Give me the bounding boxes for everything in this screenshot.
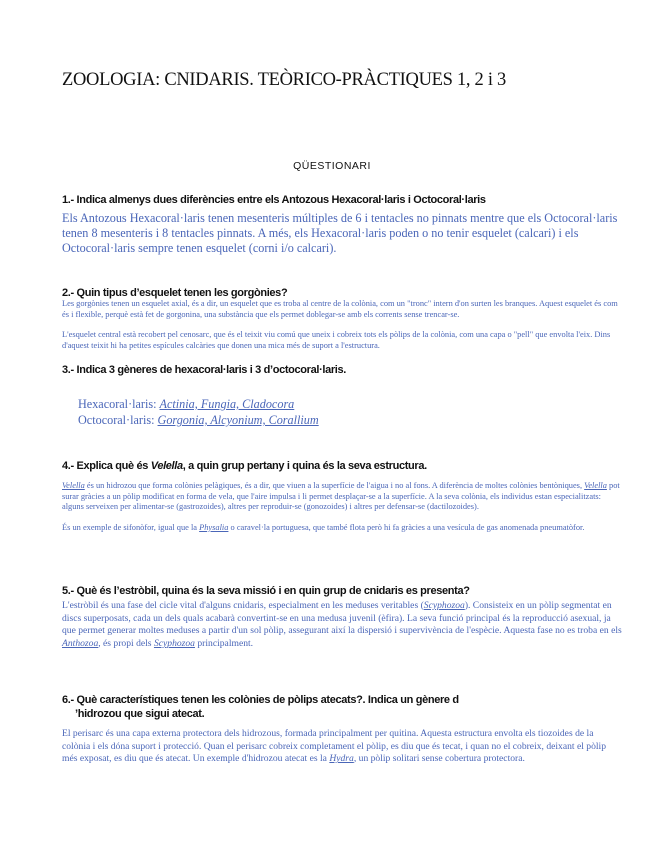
document-subtitle: QÜESTIONARI bbox=[293, 160, 371, 172]
question-6-line-2: ’hidrozou que sigui atecat. bbox=[75, 708, 205, 720]
document-title: ZOOLOGIA: CNIDARIS. TEÒRICO-PRÀCTIQUES 1, 2 i 3 bbox=[62, 70, 506, 90]
answer-4 bbox=[62, 481, 622, 533]
answer-3 bbox=[62, 396, 622, 428]
question-6-line-1: 6.- Què característiques tenen les colònies de pòlips atecats?. Indica un gènere d bbox=[62, 694, 459, 706]
answer-5 bbox=[62, 600, 622, 650]
answer-6-text-b: , un pòlip solitari sense cobertura protectora. bbox=[353, 753, 525, 765]
answer-4-text-b: pot surar gràcies a un pòlip modificat en forma de vela, que l'aire impulsa i li permet desplaçar-se a la superfície. A la seva colònia, els individus estan especialitzats: alguns serveixen per alimentar-se (gastrozoides), altres per reproduir-se (gonozoides) i altres per defensar-se (dactilozoides). bbox=[62, 481, 620, 512]
answer-5-text-d: principalment. bbox=[194, 637, 254, 649]
answer-4-text-a: és un hidrozou que forma colònies pelàgiques, és a dir, que viuen a la superfície de l'aigua i no al fons. A diferència de moltes colònies bentòniques, bbox=[84, 481, 585, 490]
question-3: 3.- Indica 3 gèneres de hexacoral·laris i 3 d’octocoral·laris. bbox=[62, 364, 346, 376]
octocoral-genera: Gorgonia, Alcyonium, Corallium bbox=[157, 413, 319, 427]
answer-2-paragraph-2: L'esquelet central està recobert pel cenosarc, que és el teixit viu comú que uneix i cobreix tots els pòlips de la colònia, com una capa o "pell" que envolta l'eix. Dins d'aquest teixit hi ha petites espícules calcàries que donen una mica més de suport a l'estructura. bbox=[62, 330, 611, 350]
term-physalia: Physalia bbox=[199, 522, 229, 532]
question-4-post: , a quin grup pertany i quina és la seva estructura. bbox=[182, 460, 427, 472]
answer-5-text-c: , és propi dels bbox=[98, 637, 154, 649]
term-velella: Velella bbox=[62, 481, 85, 490]
answer-5-text-a: L'estròbil és una fase del cicle vital d'alguns cnidaris, especialment en les meduses veritables ( bbox=[62, 600, 424, 611]
term-anthozoa: Anthozoa bbox=[62, 637, 99, 649]
term-scyphozoa: Scyphozoa bbox=[423, 600, 465, 611]
answer-1: Els Antozous Hexacoral·laris tenen mesenteris múltiples de 6 i tentacles no pinnats mentre que els Octocoral·laris tenen 8 mesenteris i 8 tentacles pinnats. A més, els Hexacoral·laris poden o no tenir esquelet (calcari) i els Octocoral·laris sempre tenen esquelet (corni i/o calcari). bbox=[62, 211, 618, 255]
question-6 bbox=[62, 693, 622, 721]
octocoral-label: Octocoral·laris: bbox=[78, 413, 155, 427]
question-5: 5.- Què és l’estròbil, quina és la seva missió i en quin grup de cnidaris es presenta? bbox=[62, 585, 470, 597]
answer-4-text-d: o caravel·la portuguesa, que també flota però hi fa gràcies a una vesícula de gas anomenada pneumatòfor. bbox=[228, 522, 585, 532]
term-hydra: Hydra bbox=[329, 753, 354, 765]
question-4-term: Velella bbox=[150, 460, 183, 472]
answer-5-text-b: ). Consisteix en un pòlip segmentat en discs superposats, cada un dels quals acabarà convertint-se en una medusa juvenil (èfira). La seva funció principal és la reproducció asexual, ja que permet generar moltes meduses a partir d'un sol pòlip, assegurant així la dispersió i supervivència de l'espècie. Aquesta fase no es troba en els bbox=[62, 600, 622, 637]
hexacoral-genera-line bbox=[62, 396, 622, 412]
question-2: 2.- Quin tipus d’esquelet tenen les gorgònies? bbox=[62, 287, 288, 299]
octocoral-genera-line bbox=[62, 412, 622, 428]
hexacoral-genera: Actinia, Fungia, Cladocora bbox=[159, 397, 295, 411]
hexacoral-label: Hexacoral·laris: bbox=[78, 397, 157, 411]
question-4 bbox=[62, 459, 622, 473]
answer-4-paragraph-1 bbox=[62, 481, 622, 513]
term-velella-2: Velella bbox=[584, 481, 607, 490]
question-1: 1.- Indica almenys dues diferències entre els Antozous Hexacoral·laris i Octocoral·laris bbox=[62, 194, 486, 206]
question-4-pre: 4.- Explica què és bbox=[62, 460, 151, 472]
answer-2-paragraph-1: Les gorgònies tenen un esquelet axial, és a dir, un esquelet que es troba al centre de la colònia, com un "tronc" intern d'on surten les branques. Aquest esquelet és com és i flexible, perquè està fet de gorgonina, una substància que els permet doblegar-se amb els corrents sense trencar-se. bbox=[62, 299, 618, 319]
term-scyphozoa-2: Scyphozoa bbox=[153, 637, 195, 649]
answer-4-text-c: És un exemple de sifonòfor, igual que la bbox=[62, 522, 200, 532]
answer-2 bbox=[62, 299, 622, 351]
answer-6-text-a: El perisarc és una capa externa protectora dels hidrozous, formada principalment per quitina. Aquesta estructura envolta els tiozoides de la colònia i els dóna suport i protecció. Quan el perisarc cobreix completament el pòlip, es diu que és tecat, i quan no el cobreix, deixant el pòlip més exposat, es diu que és atecat. Un exemple d'hidrozou atecat es la bbox=[62, 728, 607, 765]
answer-6 bbox=[62, 728, 622, 766]
answer-4-paragraph-2 bbox=[62, 523, 622, 534]
